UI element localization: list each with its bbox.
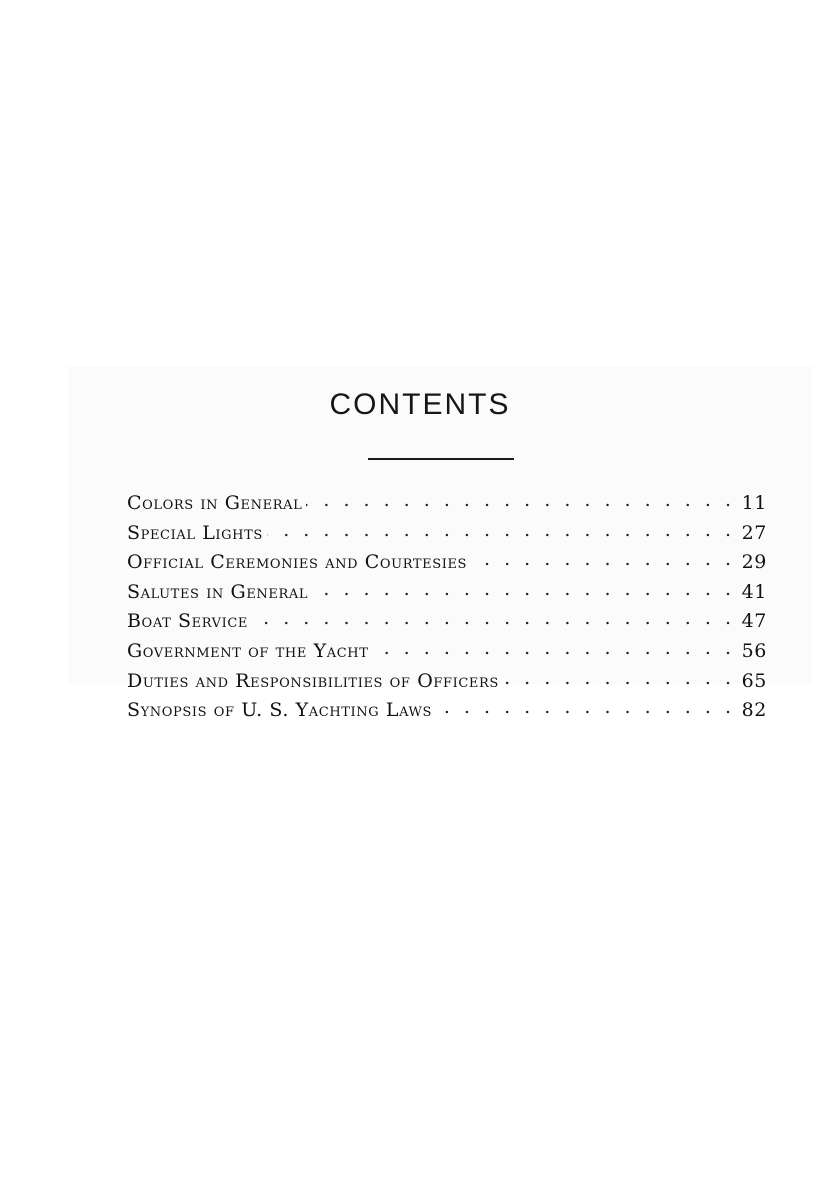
- toc-entry-page: 56: [741, 639, 767, 662]
- toc-entry-page: 11: [741, 492, 767, 514]
- toc-entry-page: 27: [741, 521, 767, 544]
- dot-leader: [312, 579, 735, 598]
- toc-entry: [127, 520, 767, 550]
- toc-entry: [127, 490, 767, 520]
- dot-leader: [372, 638, 735, 657]
- toc-entry-title: Salutes in General: [127, 580, 309, 603]
- toc-entry: [127, 608, 767, 638]
- toc-entry-page: 29: [741, 551, 767, 574]
- toc-entry-title: Government of the Yacht: [127, 639, 369, 662]
- toc-entry: [127, 668, 767, 698]
- toc-entry-title: Special Lights: [127, 521, 263, 544]
- toc-entry-title: Duties and Responsibilities of Officers: [127, 669, 499, 692]
- dot-leader: [503, 668, 735, 687]
- toc-entry: [127, 638, 767, 668]
- table-of-contents: [127, 490, 767, 727]
- toc-entry-title: Colors in General: [127, 492, 303, 514]
- toc-entry-page: 82: [741, 699, 767, 722]
- dot-leader: [436, 697, 735, 716]
- toc-entry-title: Boat Service: [127, 610, 248, 633]
- title-rule: [368, 458, 514, 460]
- toc-entry-page: 65: [741, 669, 767, 692]
- dot-leader: [252, 608, 735, 627]
- toc-entry: [127, 549, 767, 579]
- toc-entry-page: 41: [741, 580, 767, 603]
- page-title: CONTENTS: [329, 388, 511, 421]
- toc-entry-title: Synopsis of U. S. Yachting Laws: [127, 699, 433, 722]
- toc-entry-title: Official Ceremonies and Courtesies: [127, 551, 468, 574]
- toc-entry: [127, 697, 767, 727]
- toc-entry: [127, 579, 767, 609]
- dot-leader: [471, 549, 735, 568]
- dot-leader: [306, 490, 735, 509]
- dot-leader: [267, 520, 735, 539]
- toc-entry-page: 47: [741, 610, 767, 633]
